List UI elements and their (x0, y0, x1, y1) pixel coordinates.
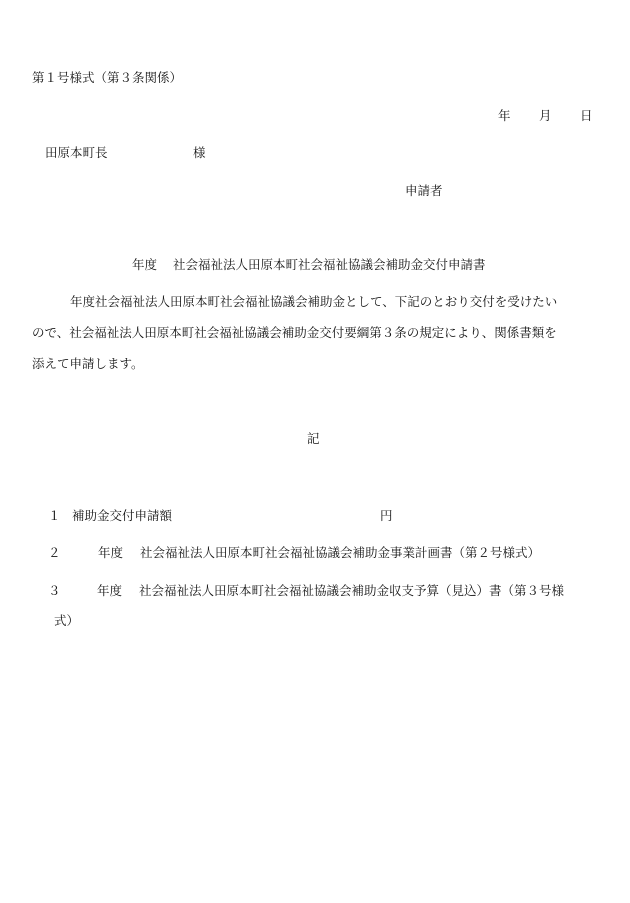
body-line-2: ので、社会福祉法人田原本町社会福祉協議会補助金交付要綱第３条の規定により、関係書類を (32, 325, 557, 340)
body-line-3: 添えて申請します。 (32, 356, 144, 371)
title-year: 年度 (132, 257, 158, 272)
item-year: 年度 (98, 545, 124, 560)
form-number: 第１号様式（第３条関係） (32, 70, 183, 85)
title-text: 社会福祉法人田原本町社会福祉協議会補助金交付申請書 (173, 257, 486, 272)
item-text: 社会福祉法人田原本町社会福祉協議会補助金収支予算（見込）書（第３号様 (139, 583, 565, 598)
item-number: ３ (48, 583, 61, 598)
item-unit: 円 (380, 508, 393, 523)
ki-heading: 記 (307, 431, 320, 446)
applicant-label: 申請者 (405, 183, 443, 198)
item-number: ２ (48, 545, 61, 560)
item-label: 補助金交付申請額 (72, 508, 173, 523)
date-day-label: 日 (580, 108, 593, 123)
date-month-label: 月 (539, 108, 552, 123)
addressee-name: 田原本町長 (45, 145, 108, 160)
item-text: 社会福祉法人田原本町社会福祉協議会補助金事業計画書（第２号様式） (140, 545, 541, 560)
item-year: 年度 (97, 583, 123, 598)
body-line-1: 年度社会福祉法人田原本町社会福祉協議会補助金として、下記のとおり交付を受けたい (70, 294, 558, 309)
addressee-honorific: 様 (193, 145, 206, 160)
item-number: １ (48, 508, 61, 523)
item-text-continuation: 式） (54, 613, 80, 628)
date-year-label: 年 (498, 108, 511, 123)
